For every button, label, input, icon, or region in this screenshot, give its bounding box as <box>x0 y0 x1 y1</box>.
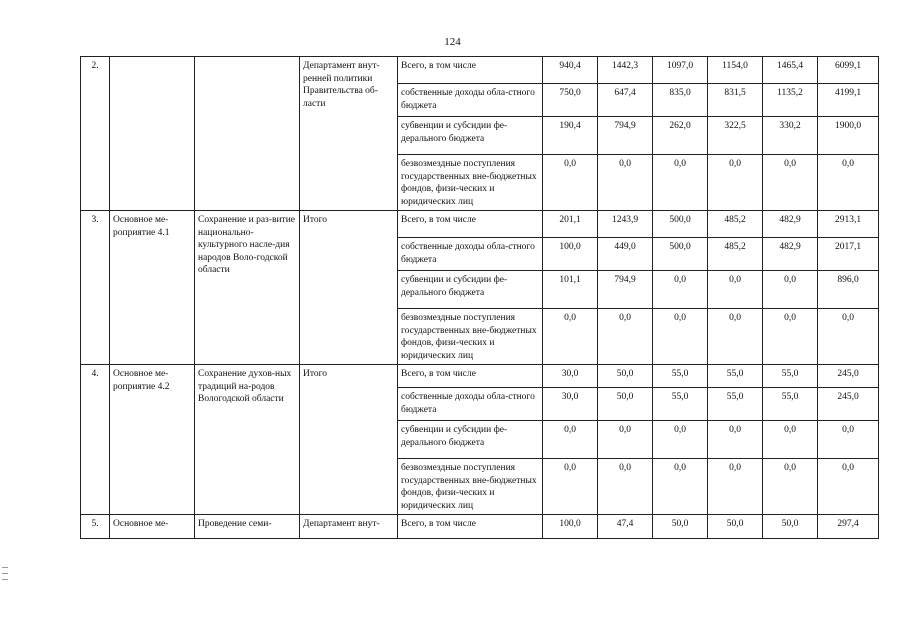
title-cell: Проведение семи- <box>195 515 300 539</box>
year-value-cell: 55,0 <box>763 365 818 388</box>
row-number: 5. <box>81 515 110 539</box>
year-value-cell: 0,0 <box>653 155 708 211</box>
year-value-cell: 647,4 <box>598 84 653 117</box>
total-value-cell: 2017,1 <box>818 238 879 271</box>
budget-table <box>80 56 879 539</box>
page-number: 124 <box>444 36 461 48</box>
year-value-cell: 485,2 <box>708 211 763 238</box>
funding-source-cell: Всего, в том числе <box>398 365 543 388</box>
year-value-cell: 0,0 <box>543 459 598 515</box>
year-value-cell: 100,0 <box>543 238 598 271</box>
year-value-cell: 30,0 <box>543 365 598 388</box>
year-value-cell: 55,0 <box>708 388 763 421</box>
year-value-cell: 1097,0 <box>653 57 708 84</box>
activity-cell: Основное ме-роприятие 4.1 <box>110 211 195 365</box>
year-value-cell: 50,0 <box>598 365 653 388</box>
funding-source-cell: субвенции и субсидии фе-дерального бюджета <box>398 421 543 459</box>
funding-source-cell: собственные доходы обла-стного бюджета <box>398 388 543 421</box>
year-value-cell: 50,0 <box>598 388 653 421</box>
year-value-cell: 100,0 <box>543 515 598 539</box>
row-number: 2. <box>81 57 110 211</box>
year-value-cell: 262,0 <box>653 117 708 155</box>
year-value-cell: 322,5 <box>708 117 763 155</box>
funding-source-cell: собственные доходы обла-стного бюджета <box>398 84 543 117</box>
year-value-cell: 55,0 <box>653 388 708 421</box>
year-value-cell: 0,0 <box>708 421 763 459</box>
year-value-cell: 449,0 <box>598 238 653 271</box>
margin-mark <box>2 579 8 580</box>
year-value-cell: 101,1 <box>543 271 598 309</box>
activity-cell <box>110 57 195 211</box>
margin-mark <box>2 567 8 568</box>
total-value-cell: 4199,1 <box>818 84 879 117</box>
budget-table-body <box>81 57 879 539</box>
year-value-cell: 0,0 <box>763 309 818 365</box>
year-value-cell: 190,4 <box>543 117 598 155</box>
executor-cell: Департамент внут- <box>300 515 398 539</box>
funding-source-cell: Всего, в том числе <box>398 515 543 539</box>
year-value-cell: 794,9 <box>598 117 653 155</box>
executor-cell: Департамент внут-ренней политики Правительства об-ласти <box>300 57 398 211</box>
year-value-cell: 1154,0 <box>708 57 763 84</box>
year-value-cell: 485,2 <box>708 238 763 271</box>
year-value-cell: 0,0 <box>653 459 708 515</box>
year-value-cell: 55,0 <box>708 365 763 388</box>
year-value-cell: 1243,9 <box>598 211 653 238</box>
total-value-cell: 6099,1 <box>818 57 879 84</box>
executor-cell: Итого <box>300 365 398 515</box>
year-value-cell: 50,0 <box>763 515 818 539</box>
year-value-cell: 831,5 <box>708 84 763 117</box>
year-value-cell: 50,0 <box>653 515 708 539</box>
funding-source-cell: безвозмездные поступления государственных вне-бюджетных фондов, физи-ческих и юридических лиц <box>398 155 543 211</box>
year-value-cell: 55,0 <box>763 388 818 421</box>
year-value-cell: 482,9 <box>763 211 818 238</box>
year-value-cell: 201,1 <box>543 211 598 238</box>
year-value-cell: 0,0 <box>653 271 708 309</box>
year-value-cell: 30,0 <box>543 388 598 421</box>
funding-source-cell: Всего, в том числе <box>398 211 543 238</box>
year-value-cell: 0,0 <box>763 421 818 459</box>
table-row <box>81 365 879 388</box>
year-value-cell: 0,0 <box>598 309 653 365</box>
year-value-cell: 500,0 <box>653 238 708 271</box>
funding-source-cell: Всего, в том числе <box>398 57 543 84</box>
year-value-cell: 0,0 <box>763 155 818 211</box>
table-row <box>81 515 879 539</box>
total-value-cell: 297,4 <box>818 515 879 539</box>
year-value-cell: 0,0 <box>763 459 818 515</box>
executor-cell: Итого <box>300 211 398 365</box>
year-value-cell: 330,2 <box>763 117 818 155</box>
total-value-cell: 0,0 <box>818 459 879 515</box>
total-value-cell: 245,0 <box>818 365 879 388</box>
funding-source-cell: собственные доходы обла-стного бюджета <box>398 238 543 271</box>
row-number: 3. <box>81 211 110 365</box>
year-value-cell: 940,4 <box>543 57 598 84</box>
funding-source-cell: субвенции и субсидии фе-дерального бюджета <box>398 117 543 155</box>
year-value-cell: 0,0 <box>763 271 818 309</box>
year-value-cell: 0,0 <box>708 459 763 515</box>
activity-cell: Основное ме-роприятие 4.2 <box>110 365 195 515</box>
year-value-cell: 835,0 <box>653 84 708 117</box>
year-value-cell: 50,0 <box>708 515 763 539</box>
total-value-cell: 0,0 <box>818 155 879 211</box>
year-value-cell: 482,9 <box>763 238 818 271</box>
total-value-cell: 245,0 <box>818 388 879 421</box>
table-row <box>81 211 879 238</box>
year-value-cell: 0,0 <box>598 459 653 515</box>
year-value-cell: 0,0 <box>598 421 653 459</box>
year-value-cell: 794,9 <box>598 271 653 309</box>
year-value-cell: 0,0 <box>653 421 708 459</box>
year-value-cell: 0,0 <box>653 309 708 365</box>
total-value-cell: 896,0 <box>818 271 879 309</box>
funding-source-cell: субвенции и субсидии фе-дерального бюджета <box>398 271 543 309</box>
year-value-cell: 1442,3 <box>598 57 653 84</box>
year-value-cell: 47,4 <box>598 515 653 539</box>
table-row <box>81 57 879 84</box>
funding-source-cell: безвозмездные поступления государственных вне-бюджетных фондов, физи-ческих и юридических лиц <box>398 459 543 515</box>
year-value-cell: 0,0 <box>708 271 763 309</box>
total-value-cell: 2913,1 <box>818 211 879 238</box>
year-value-cell: 0,0 <box>543 155 598 211</box>
year-value-cell: 0,0 <box>543 421 598 459</box>
title-cell: Сохранение и раз-витие национально-культурного насле-дия народов Воло-годской области <box>195 211 300 365</box>
year-value-cell: 750,0 <box>543 84 598 117</box>
year-value-cell: 1135,2 <box>763 84 818 117</box>
activity-cell: Основное ме- <box>110 515 195 539</box>
year-value-cell: 0,0 <box>543 309 598 365</box>
year-value-cell: 0,0 <box>708 309 763 365</box>
margin-mark <box>2 573 8 574</box>
funding-source-cell: безвозмездные поступления государственных вне-бюджетных фондов, физи-ческих и юридических лиц <box>398 309 543 365</box>
year-value-cell: 0,0 <box>708 155 763 211</box>
year-value-cell: 1465,4 <box>763 57 818 84</box>
title-cell: Сохранение духов-ных традиций на-родов Вологодской области <box>195 365 300 515</box>
year-value-cell: 500,0 <box>653 211 708 238</box>
year-value-cell: 0,0 <box>598 155 653 211</box>
year-value-cell: 55,0 <box>653 365 708 388</box>
row-number: 4. <box>81 365 110 515</box>
title-cell <box>195 57 300 211</box>
total-value-cell: 1900,0 <box>818 117 879 155</box>
total-value-cell: 0,0 <box>818 309 879 365</box>
total-value-cell: 0,0 <box>818 421 879 459</box>
